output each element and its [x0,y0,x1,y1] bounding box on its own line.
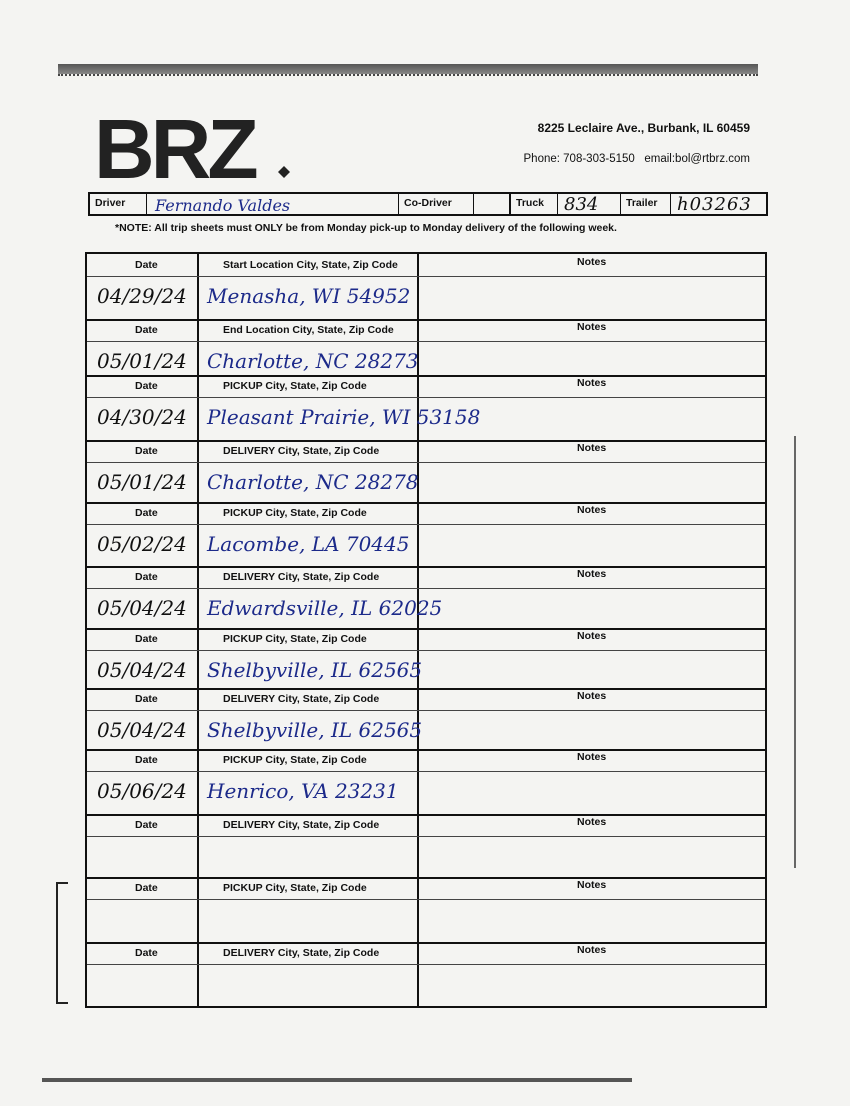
driver-info-row [88,192,768,216]
header-underline [87,462,765,463]
entry-date[interactable]: 05/01/24 [97,470,187,494]
company-email: email:bol@rtbrz.com [644,153,750,165]
header-underline [87,771,765,772]
driver-value: Fernando Valdes [155,196,291,215]
entry-location[interactable]: Pleasant Prairie, WI 53158 [207,405,481,429]
location-header: DELIVERY City, State, Zip Code [223,947,380,959]
section-divider [87,375,765,377]
date-header: Date [135,571,158,583]
section-divider [87,566,765,568]
section-divider [87,628,765,630]
header-underline [87,524,765,525]
notes-header: Notes [577,879,607,891]
company-address: 8225 Leclaire Ave., Burbank, IL 60459 [537,121,750,135]
trailer-value: h03263 [677,194,752,215]
date-header: Date [135,633,158,645]
notes-header: Notes [577,816,607,828]
entry-date[interactable]: 05/06/24 [97,779,187,803]
entry-date[interactable]: 05/04/24 [97,658,187,682]
date-header: Date [135,507,158,519]
col-divider-date [197,254,199,1006]
notes-header: Notes [577,504,607,516]
date-header: Date [135,819,158,831]
entry-location[interactable]: Shelbyville, IL 62565 [207,658,423,682]
header-underline [87,276,765,277]
notes-header: Notes [577,568,607,580]
trip-sheet-note: *NOTE: All trip sheets must ONLY be from Monday pick-up to Monday delivery of the following week. [115,222,617,234]
entry-date[interactable]: 05/04/24 [97,596,187,620]
company-info [524,121,750,165]
notes-header: Notes [577,256,607,268]
scan-bracket [56,882,68,1004]
section-divider [87,877,765,879]
location-header: PICKUP City, State, Zip Code [223,754,367,766]
driver-label: Driver [90,194,147,214]
codriver-field[interactable] [474,194,510,214]
date-header: Date [135,947,158,959]
location-header: DELIVERY City, State, Zip Code [223,445,380,457]
entry-date[interactable]: 05/02/24 [97,532,187,556]
company-contact [524,153,750,165]
company-phone: Phone: 708-303-5150 [523,153,635,165]
section-divider [87,814,765,816]
truck-label: Truck [510,194,557,214]
scan-top-bar [58,64,758,74]
entry-location[interactable]: Charlotte, NC 28273 [207,349,419,373]
entry-location[interactable]: Menasha, WI 54952 [207,284,411,308]
entry-date[interactable]: 05/01/24 [97,349,187,373]
location-header: DELIVERY City, State, Zip Code [223,693,380,705]
entry-date[interactable]: 04/29/24 [97,284,187,308]
trip-table [85,252,767,1008]
header-underline [87,397,765,398]
header-underline [87,588,765,589]
entry-location[interactable]: Lacombe, LA 70445 [207,532,410,556]
entry-date[interactable]: 04/30/24 [97,405,187,429]
scan-side-line [794,436,796,868]
truck-value: 834 [564,194,599,215]
codriver-label: Co-Driver [399,194,474,214]
header-underline [87,899,765,900]
date-header: Date [135,754,158,766]
entry-location[interactable]: Edwardsville, IL 62025 [207,596,443,620]
entry-location[interactable]: Henrico, VA 23231 [207,779,399,803]
notes-header: Notes [577,690,607,702]
entry-date[interactable]: 05/04/24 [97,718,187,742]
location-header: Start Location City, State, Zip Code [223,259,398,271]
notes-header: Notes [577,321,607,333]
driver-field[interactable] [147,194,399,214]
section-divider [87,942,765,944]
section-divider [87,502,765,504]
location-header: PICKUP City, State, Zip Code [223,882,367,894]
scan-bottom-bar [42,1078,632,1082]
notes-header: Notes [577,751,607,763]
date-header: Date [135,324,158,336]
truck-field[interactable] [557,194,621,214]
section-divider [87,440,765,442]
date-header: Date [135,882,158,894]
entry-location[interactable]: Shelbyville, IL 62565 [207,718,423,742]
location-header: DELIVERY City, State, Zip Code [223,819,380,831]
entry-location[interactable]: Charlotte, NC 28278 [207,470,419,494]
scan-top-perforation [58,74,758,81]
location-header: PICKUP City, State, Zip Code [223,633,367,645]
header-underline [87,341,765,342]
header-underline [87,836,765,837]
location-header: PICKUP City, State, Zip Code [223,380,367,392]
section-divider [87,749,765,751]
header-underline [87,650,765,651]
section-divider [87,688,765,690]
date-header: Date [135,380,158,392]
notes-header: Notes [577,630,607,642]
logo-text: BRZ [94,108,255,188]
location-header: DELIVERY City, State, Zip Code [223,571,380,583]
location-header: PICKUP City, State, Zip Code [223,507,367,519]
section-divider [87,319,765,321]
date-header: Date [135,259,158,271]
date-header: Date [135,693,158,705]
location-header: End Location City, State, Zip Code [223,324,394,336]
brz-logo-icon [94,108,304,188]
trailer-field[interactable] [671,194,766,214]
notes-header: Notes [577,442,607,454]
trailer-label: Trailer [621,194,671,214]
header-underline [87,710,765,711]
company-logo [94,108,304,188]
notes-header: Notes [577,944,607,956]
date-header: Date [135,445,158,457]
notes-header: Notes [577,377,607,389]
header-underline [87,964,765,965]
